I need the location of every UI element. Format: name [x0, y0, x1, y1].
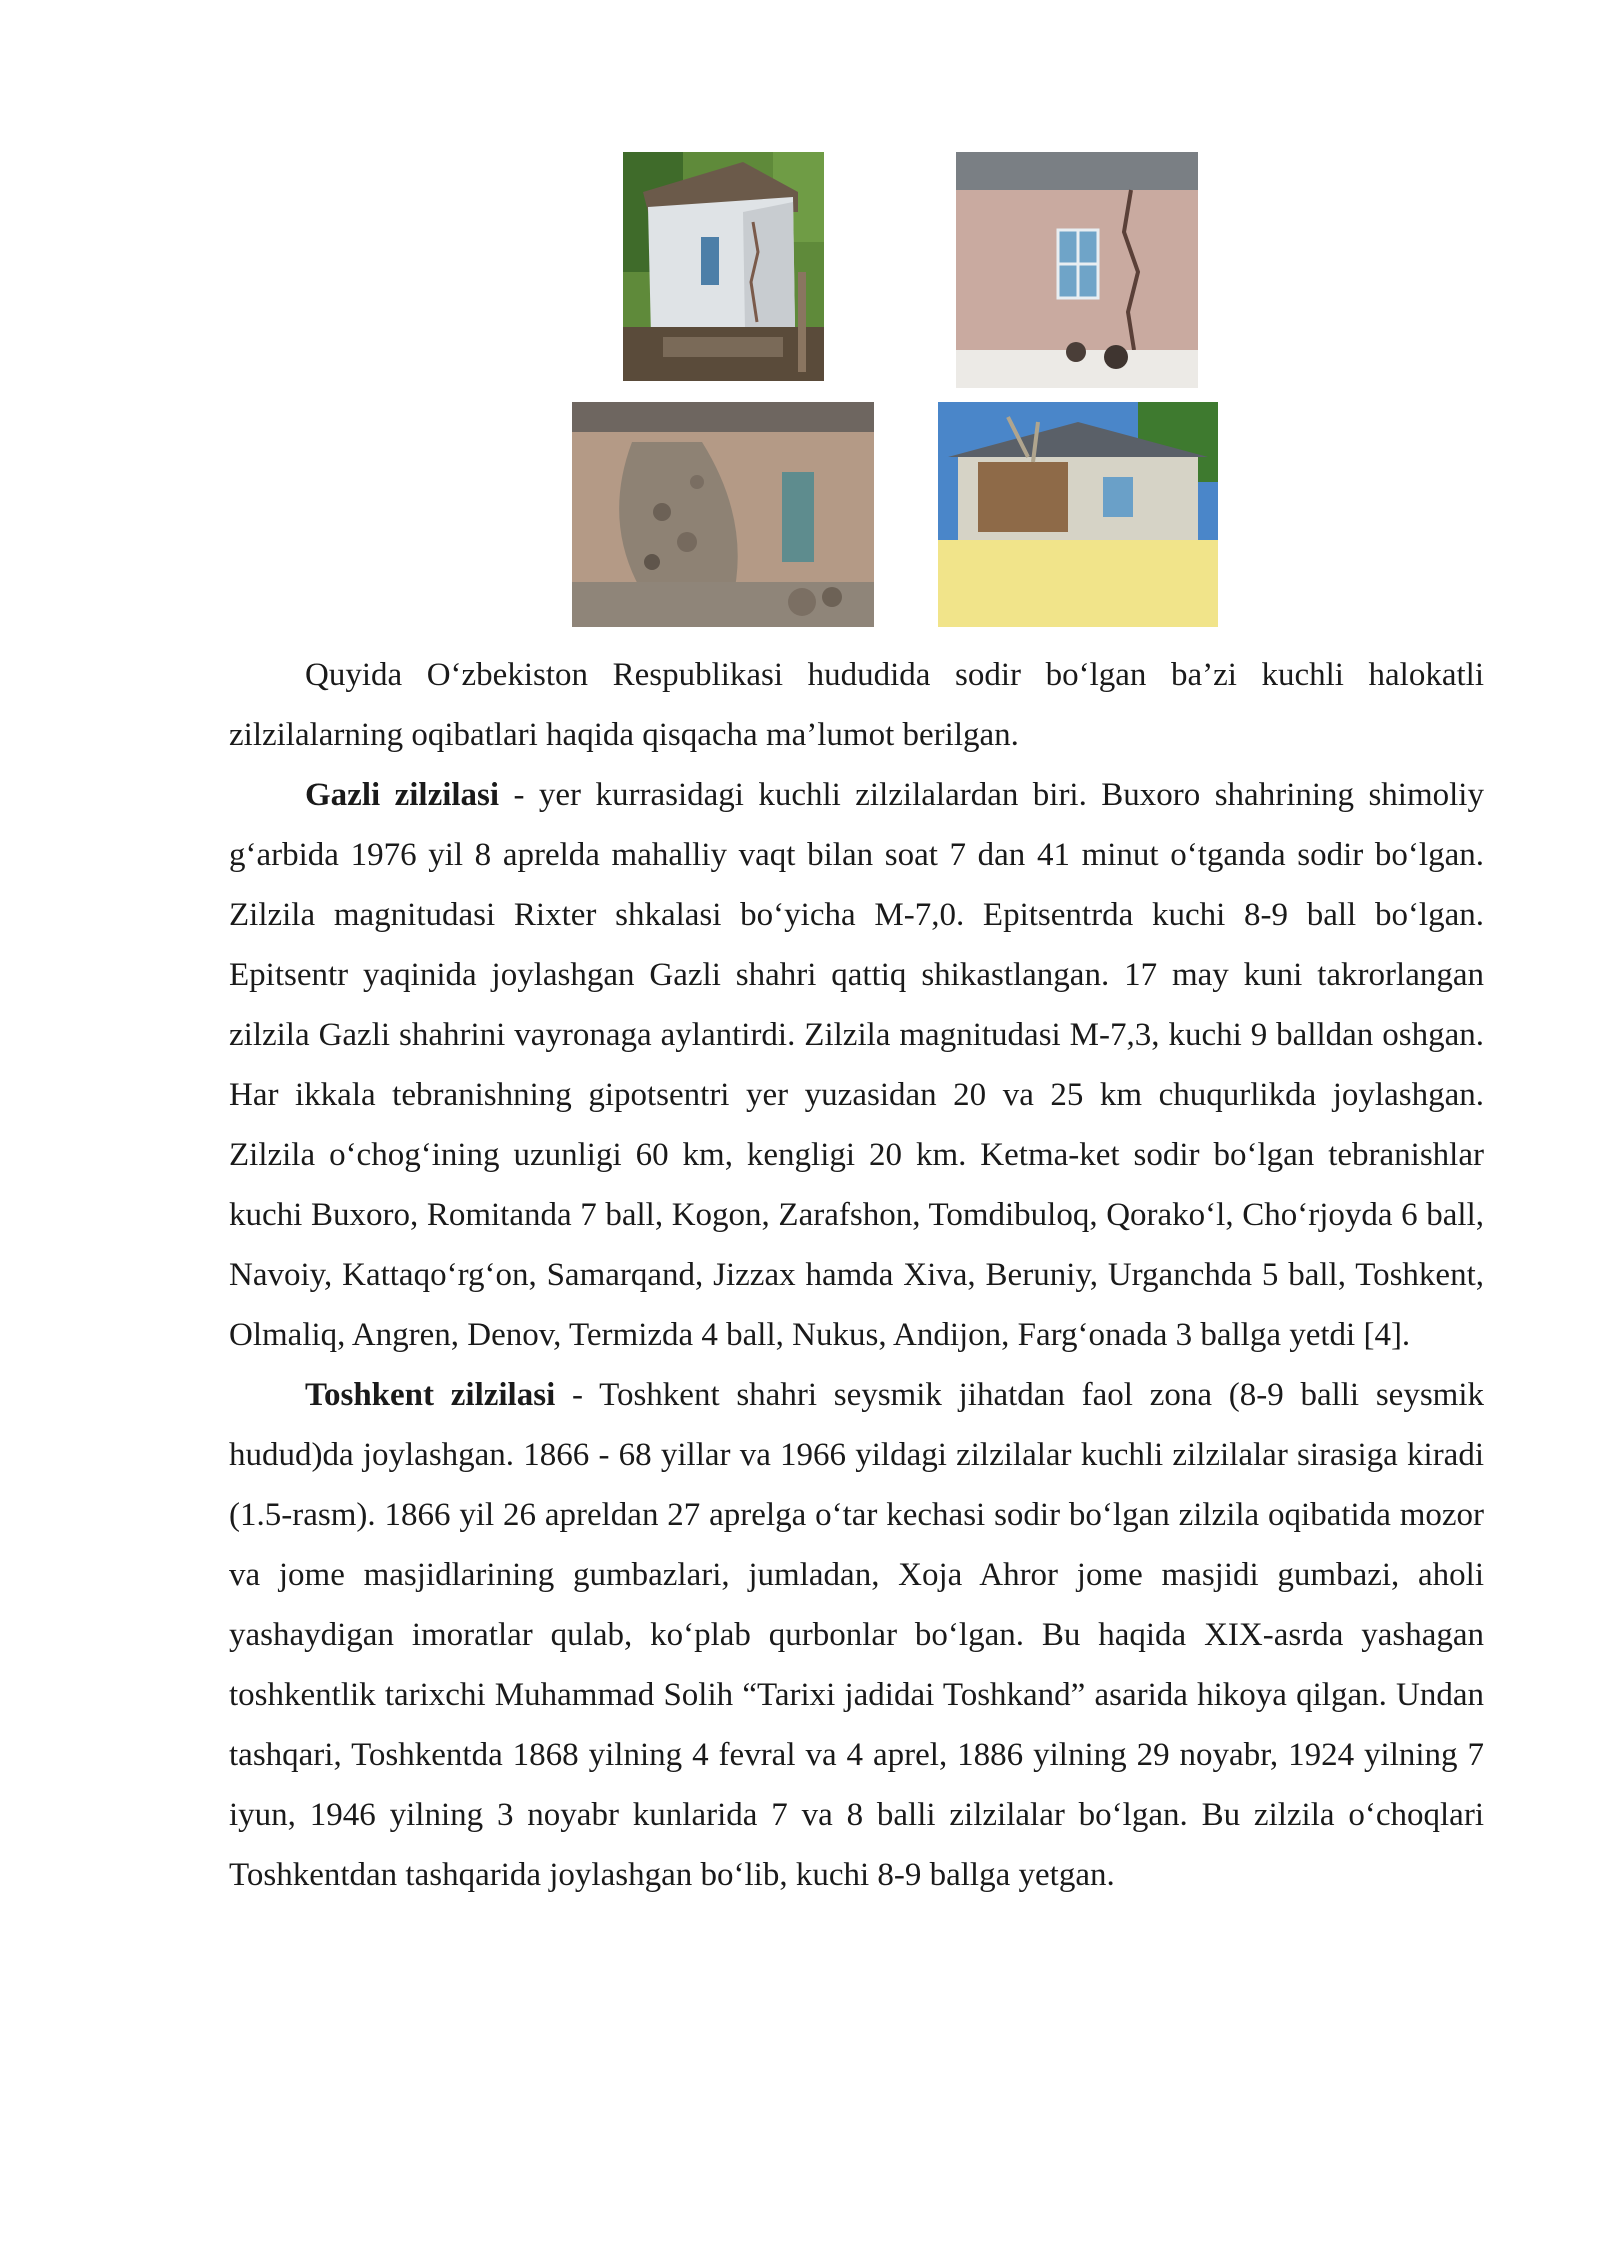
- paragraph-gazli: [229, 765, 1484, 1365]
- gazli-heading: Gazli zilzilasi: [305, 777, 500, 813]
- document-body: [229, 645, 1484, 1905]
- earthquake-photo-1: [623, 152, 824, 381]
- gazli-text: - yer kurrasidagi kuchli zilzilalardan biri. Buxoro shahrining shimoliy g‘arbida 1976 yil 8 aprelda mahalliy vaqt bilan soat 7 dan 41 minut o‘tganda sodir bo‘lgan. Zilzila magnitudasi Rixter shkalasi bo‘yicha M-7,0. Epitsentrda kuchi 8-9 ball bo‘lgan. Epitsentr yaqinida joylashgan Gazli shahri qattiq shikastlangan. 17 may kuni takrorlangan zilzila Gazli shahrini vayronaga aylantirdi. Zilzila magnitudasi M-7,3, kuchi 9 balldan oshgan. Har ikkala tebranishning gipotsentri yer yuzasidan 20 va 25 km chuqurlikda joylashgan. Zilzila o‘chog‘ining uzunligi 60 km, kengligi 20 km. Ketma-ket sodir bo‘lgan tebranishlar kuchi Buxoro, Romitanda 7 ball, Kogon, Zarafshon, Tomdibuloq, Qorako‘l, Cho‘rjoyda 6 ball, Navoiy, Kattaqo‘rg‘on, Samarqand, Jizzax hamda Xiva, Beruniy, Urganchda 5 ball, Toshkent, Olmaliq, Angren, Denov, Termizda 4 ball, Nukus, Andijon, Farg‘onada 3 ballga yetdi [4].: [229, 777, 1484, 1353]
- cracked-wall-image: [956, 152, 1198, 388]
- paragraph-intro: Quyida O‘zbekiston Respublikasi hududida sodir bo‘lgan ba’zi kuchli halokatli zilzilalarning oqibatlari haqida qisqacha ma’lumot berilgan.: [229, 657, 1484, 753]
- earthquake-photo-2: [956, 152, 1198, 388]
- earthquake-photo-3: [572, 402, 874, 627]
- damaged-house-image: [938, 402, 1218, 627]
- collapsed-wall-image: [572, 402, 874, 627]
- paragraph-toshkent: [229, 1365, 1484, 1905]
- earthquake-photo-4: [938, 402, 1218, 627]
- toshkent-text: - Toshkent shahri seysmik jihatdan faol zona (8-9 balli seysmik hudud)da joylashgan. 1866 - 68 yillar va 1966 yildagi zilzilalar kuchli zilzilalar sirasiga kiradi (1.5-rasm). 1866 yil 26 apreldan 27 aprelga o‘tar kechasi sodir bo‘lgan zilzila oqibatida mozor va jome masjidlarining gumbazlari, jumladan, Xoja Ahror jome masjidi gumbazi, aholi yashaydigan imoratlar qulab, ko‘plab qurbonlar bo‘lgan. Bu haqida XIX-asrda yashagan toshkentlik tarixchi Muhammad Solih “Tarixi jadidai Toshkand” asarida hikoya qilgan. Undan tashqari, Toshkentda 1868 yilning 4 fevral va 4 aprel, 1886 yilning 29 noyabr, 1924 yilning 7 iyun, 1946 yilning 3 noyabr kunlarida 7 va 8 balli zilzilalar bo‘lgan. Bu zilzila o‘choqlari Toshkentdan tashqarida joylashgan bo‘lib, kuchi 8-9 ballga yetgan.: [229, 1377, 1484, 1893]
- toshkent-heading: Toshkent zilzilasi: [305, 1377, 556, 1413]
- cracked-house-image: [623, 152, 824, 381]
